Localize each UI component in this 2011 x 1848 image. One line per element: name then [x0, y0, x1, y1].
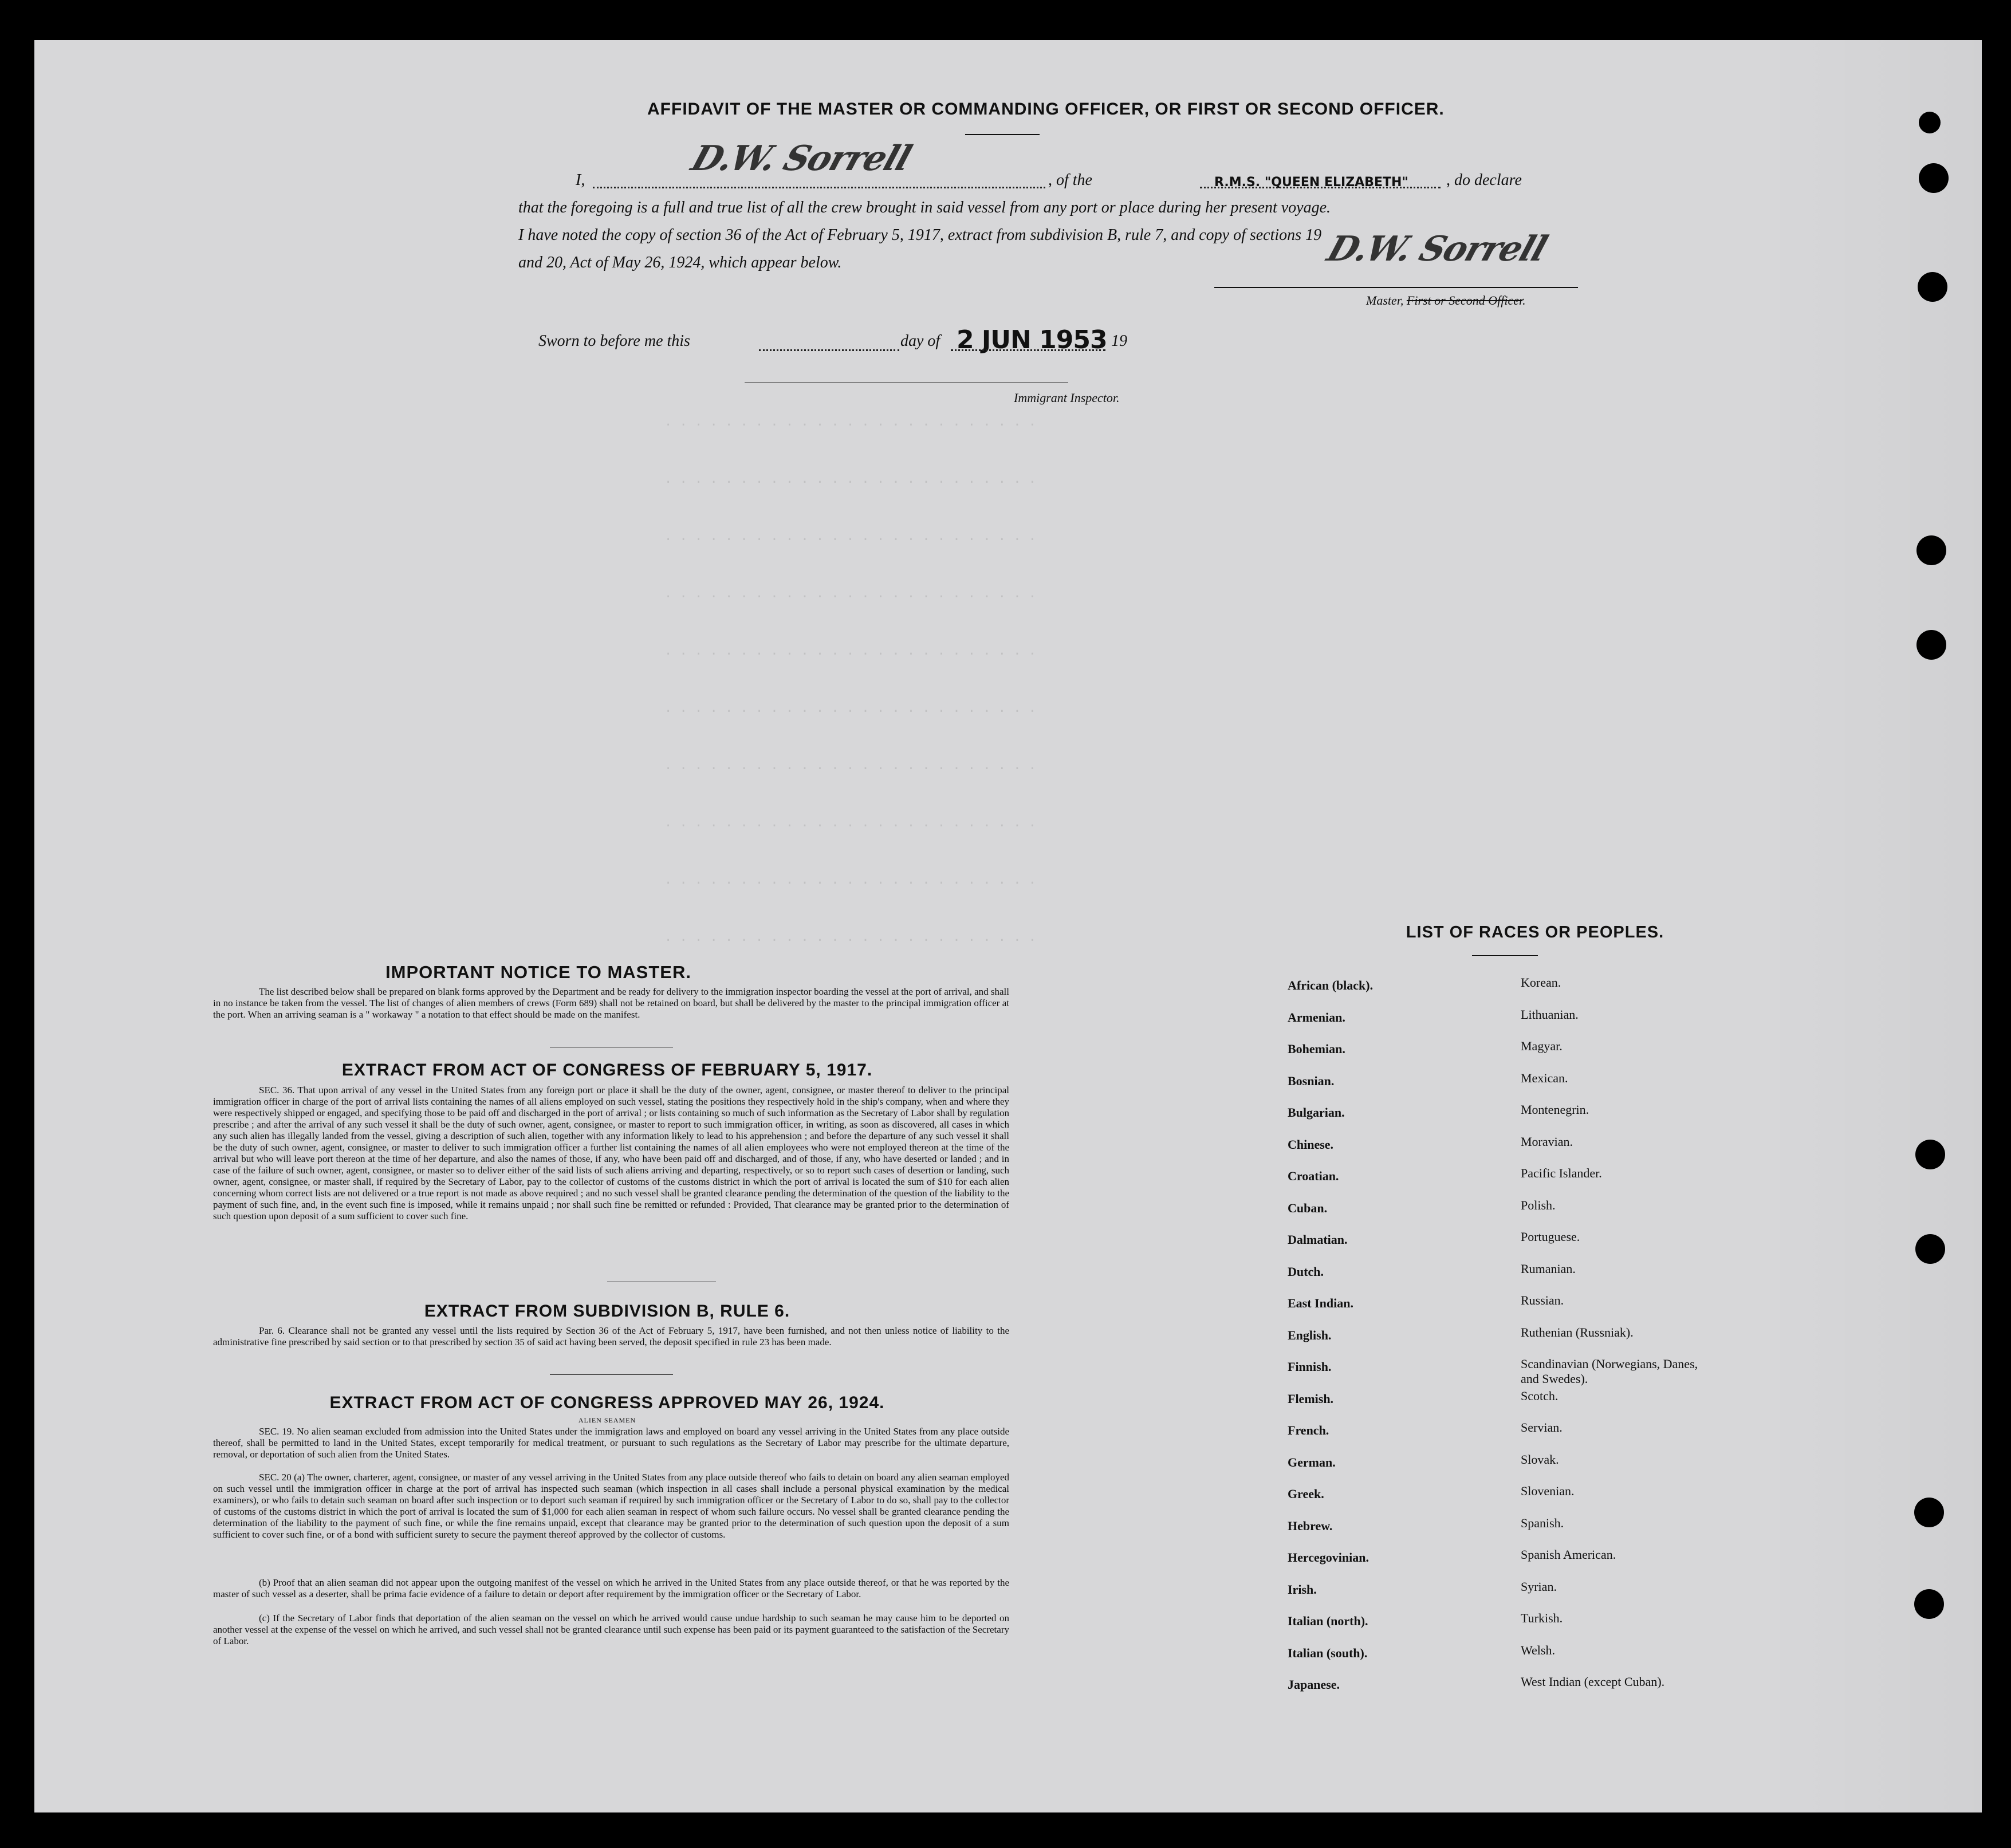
- alien-seamen-subtitle: ALIEN SEAMEN: [578, 1416, 636, 1424]
- rule6-body: Par. 6. Clearance shall not be granted any vessel until the lists required by Section 36 of the Act of February 5, 1917, have been furnished, and not then unless notice of liability to the administrative fine prescribed by said section or to that prescribed by section 35 of said act having been served, the deposit specified in rule 23 has been made.: [213, 1325, 1009, 1347]
- race-item: Magyar.: [1521, 1039, 1563, 1053]
- race-item: Scandinavian (Norwegians, Danes, and Swedes).: [1521, 1357, 1698, 1386]
- bleed-through-mark: · · · · · · · · · · · · · · · · · · · · · · · · ·: [664, 704, 1037, 719]
- race-item: Irish.: [1288, 1582, 1317, 1597]
- sworn-line: [538, 325, 1226, 360]
- race-item: Welsh.: [1521, 1642, 1555, 1657]
- race-item: Japanese.: [1288, 1677, 1340, 1692]
- sworn-day-blank: [759, 349, 899, 351]
- bleed-through-mark: · · · · · · · · · · · · · · · · · · · · · · · · ·: [664, 647, 1037, 661]
- bleed-through-mark: · · · · · · · · · · · · · · · · · · · · · · · · ·: [664, 418, 1037, 432]
- vessel-name-stamp: R.M.S. "QUEEN ELIZABETH": [1214, 175, 1408, 190]
- race-item: Finnish.: [1288, 1360, 1332, 1374]
- race-item: Korean.: [1521, 975, 1561, 990]
- label-of-the: , of the: [1048, 171, 1092, 189]
- notice-title: IMPORTANT NOTICE TO MASTER.: [385, 962, 691, 982]
- declaration-line-2: that the foregoing is a full and true list of all the crew brought in said vessel from any port or place during her present voyage.: [518, 199, 1331, 216]
- race-item: Ruthenian (Russniak).: [1521, 1325, 1634, 1339]
- label-i: I,: [576, 171, 585, 189]
- race-item: Polish.: [1521, 1197, 1556, 1212]
- affidavit-title: AFFIDAVIT OF THE MASTER OR COMMANDING OFFICER, OR FIRST OR SECOND OFFICER.: [647, 100, 1445, 119]
- rule6-divider: [550, 1374, 673, 1375]
- master-signature-line: [1214, 287, 1578, 288]
- race-item: Croatian.: [1288, 1169, 1339, 1183]
- punch-hole: [1915, 1234, 1945, 1264]
- race-item: Scotch.: [1521, 1388, 1559, 1403]
- bleed-through-strip: [1764, 40, 1982, 1812]
- race-item: Montenegrin.: [1521, 1102, 1589, 1117]
- sworn-label: Sworn to before me this: [538, 332, 690, 350]
- race-item: Moravian.: [1521, 1134, 1573, 1149]
- race-item: Syrian.: [1521, 1579, 1557, 1594]
- race-item: Spanish American.: [1521, 1547, 1616, 1562]
- document-page: [34, 40, 1982, 1812]
- punch-hole: [1915, 1140, 1945, 1169]
- bleed-through-mark: · · · · · · · · · · · · · · · · · · · · · · · · ·: [664, 819, 1037, 833]
- race-item: Hebrew.: [1288, 1518, 1333, 1533]
- race-item: Armenian.: [1288, 1010, 1345, 1025]
- bleed-through-mark: · · · · · · · · · · · · · · · · · · · · · · · · ·: [664, 876, 1037, 890]
- punch-hole: [1914, 1589, 1944, 1619]
- punch-hole: [1918, 272, 1947, 302]
- sec20c-body: (c) If the Secretary of Labor finds that deportation of the alien seaman on the vessel on which he arrived would cause undue hardship to such seaman he may cause him to be deported on another vessel at the expense of the vessel on which he arrived, and such vessel shall not be granted clearance until such expense has been paid or its payment guaranteed to the satisfaction of the Secretary of Labor.: [213, 1613, 1009, 1646]
- punch-hole: [1916, 630, 1946, 660]
- race-item: Spanish.: [1521, 1515, 1564, 1530]
- bleed-through-mark: · · · · · · · · · · · · · · · · · · · · · · · · ·: [664, 762, 1037, 776]
- extract-1917-body: SEC. 36. That upon arrival of any vessel in the United States from any foreign port or place it shall be the duty of the owner, agent, consignee, or master thereof to deliver to the principal immigration officer in charge of the port of arrival lists containing the names of all aliens employed on such vessel, stating the positions they respectively hold in the ship's company, when and where they were respectively shipped or engaged, and specifying those to be paid off and discharged in the port of arrival ; or lists containing so much of such information as the Secretary of Labor shall by regulation prescribe ; and after the arrival of any such vessel it shall be the duty of such owner, agent, consignee, or master to report to such immigration officer, in writing, as soon as discovered, all cases in which any such alien has illegally landed from the vessel, giving a description of such alien, together with any information likely to lead to his apprehension ; and before the departure of any such vessel it shall be the duty of such owner, agent, consignee, or master to deliver to such immigration officer a further list containing the names of all alien employees who were not employed thereon at the time of the arrival but who will leave port thereon at the time of her departure, and also the names of those, if any, who have been paid off and discharged, and of those, if any, who have deserted or landed ; and in case of the failure of such owner, agent, consignee, or master so to deliver either of the said lists of such aliens arriving and departing, respectively, or so to report such cases of desertion or landing, such owner, agent, consignee, or master shall, if required by the Secretary of Labor, pay to the collector of customs of the customs district in which the port of arrival is located the sum of $10 for each alien concerning whom correct lists are not delivered or a true report is not made as above required ; and no such vessel shall be granted clearance pending the determination of the question of the liability to the payment of such fine, and, in the event such fine is imposed, while it remains unpaid ; nor shall such fine be remitted or refunded : Provided, That clearance may be granted prior to the determination of such question upon deposit of a sum sufficient to cover such fine.: [213, 1085, 1009, 1222]
- races-right-column: [1521, 975, 1715, 1707]
- bleed-through-mark: · · · · · · · · · · · · · · · · · · · · · · · · ·: [664, 475, 1037, 490]
- sec20b-body: (b) Proof that an alien seaman did not appear upon the outgoing manifest of the vessel on which he arrived in the United States from any place outside thereof, or that he was reported by the master of such vessel as a deserter, shall be prima facie evidence of a failure to detain or deport after requirement by the immigration officer or the Secretary of Labor.: [213, 1577, 1009, 1599]
- punch-hole: [1919, 112, 1941, 133]
- race-item: West Indian (except Cuban).: [1521, 1674, 1665, 1689]
- race-item: English.: [1288, 1327, 1332, 1342]
- race-item: Bosnian.: [1288, 1073, 1335, 1088]
- race-item: Rumanian.: [1521, 1261, 1576, 1276]
- name-blank: [593, 187, 1045, 188]
- punch-hole: [1914, 1498, 1944, 1527]
- race-item: French.: [1288, 1423, 1329, 1437]
- race-item: Italian (south).: [1288, 1645, 1368, 1660]
- races-divider: [1472, 955, 1538, 956]
- master-label: Master, First or Second Officer.: [1366, 293, 1526, 308]
- race-item: Slovenian.: [1521, 1484, 1575, 1498]
- sec20a-body: SEC. 20 (a) The owner, charterer, agent, consignee, or master of any vessel arriving in the United States from any place outside thereof who fails to detain on board any alien seaman employed on such vessel until the immigration officer in charge at the port of arrival has inspected such seaman (which inspection in all cases shall include a personal physical examination by the medical examiners), or who fails to detain such seaman on board after such inspection or to deport such seaman if required by such immigration officer or the Secretary of Labor to do so, shall pay to the collector of customs of the customs district in which the port of arrival is located the sum of $1,000 for each alien seaman in respect of whom such failure occurs. No vessel shall be granted clearance pending the determination of the liability to the payment of such fine, or while the fine remains unpaid, except that clearance may be granted prior to the determination of such question upon the deposit of a sum sufficient to cover such fine, or of a bond with sufficient surety to secure the payment thereof approved by the collector of customs.: [213, 1472, 1009, 1540]
- bleed-through-mark: · · · · · · · · · · · · · · · · · · · · · · · · ·: [664, 933, 1037, 948]
- race-item: African (black).: [1288, 978, 1374, 992]
- struck-officer-text: First or Second Officer: [1406, 293, 1523, 308]
- race-item: Portuguese.: [1521, 1230, 1580, 1244]
- race-item: Lithuanian.: [1521, 1007, 1579, 1022]
- declaration-line-4: and 20, Act of May 26, 1924, which appear below.: [518, 254, 842, 271]
- extract-1924-title: EXTRACT FROM ACT OF CONGRESS APPROVED MAY 26, 1924.: [329, 1393, 885, 1412]
- races-left-column: [1288, 978, 1505, 1709]
- title-rule: [965, 134, 1040, 135]
- race-item: Cuban.: [1288, 1200, 1328, 1215]
- punch-hole: [1919, 163, 1949, 193]
- race-item: Hercegovinian.: [1288, 1550, 1369, 1565]
- rule6-title: EXTRACT FROM SUBDIVISION B, RULE 6.: [424, 1302, 790, 1321]
- race-item: Chinese.: [1288, 1137, 1334, 1152]
- race-item: Greek.: [1288, 1487, 1324, 1501]
- sworn-month-blank: [951, 349, 1105, 351]
- bleed-through-mark: · · · · · · · · · · · · · · · · · · · · · · · · ·: [664, 533, 1037, 547]
- race-item: Dalmatian.: [1288, 1232, 1348, 1247]
- punch-hole: [1916, 535, 1946, 565]
- race-item: Bohemian.: [1288, 1042, 1345, 1056]
- race-item: Flemish.: [1288, 1391, 1334, 1406]
- year-prefix: 19: [1111, 332, 1127, 350]
- extract-1917-title: EXTRACT FROM ACT OF CONGRESS OF FEBRUARY 5, 1917.: [341, 1061, 873, 1079]
- master-signature-2: D.W. Sorrell: [1322, 229, 1552, 269]
- race-item: Dutch.: [1288, 1264, 1324, 1279]
- vessel-blank: [1200, 187, 1441, 188]
- race-item: Mexican.: [1521, 1070, 1568, 1085]
- day-of-label: day of: [900, 332, 940, 350]
- date-stamp: 2 JUN 1953: [957, 325, 1107, 354]
- sec19-body: SEC. 19. No alien seaman excluded from admission into the United States under the immigration laws and employed on board any vessel arriving in the United States from any place outside thereof, shall be permitted to land in the United States, except temporarily for medical treatment, or pursuant to such regulations as the Secretary of Labor may prescribe for the ultimate departure, removal, or deportation of such alien from the United States.: [213, 1426, 1009, 1460]
- race-item: Slovak.: [1521, 1452, 1559, 1467]
- race-item: Pacific Islander.: [1521, 1166, 1602, 1180]
- notice-body: The list described below shall be prepared on blank forms approved by the Department and be ready for delivery to the immigration inspector boarding the vessel at the port of arrival, and shall in no instance be taken from the vessel. The list of changes of alien members of crews (Form 689) shall not be retained on board, but shall be delivered by the master to the principal immigration officer at the port. When an arriving seaman is a " workaway " a notation to that effect should be made on the manifest.: [213, 986, 1010, 1020]
- master-signature: D.W. Sorrell: [686, 139, 916, 179]
- race-item: Bulgarian.: [1288, 1105, 1345, 1120]
- race-item: Turkish.: [1521, 1611, 1563, 1625]
- races-title: LIST OF RACES OR PEOPLES.: [1406, 923, 1664, 941]
- inspector-label: Immigrant Inspector.: [1014, 391, 1120, 405]
- race-item: East Indian.: [1288, 1296, 1353, 1310]
- race-item: German.: [1288, 1455, 1336, 1469]
- bleed-through-mark: · · · · · · · · · · · · · · · · · · · · · · · · ·: [664, 590, 1037, 604]
- race-item: Italian (north).: [1288, 1614, 1368, 1628]
- declaration-line-3: I have noted the copy of section 36 of the Act of February 5, 1917, extract from subdivision B, rule 7, and copy of sections 19: [518, 226, 1322, 244]
- race-item: Servian.: [1521, 1420, 1563, 1435]
- label-do-declare: , do declare: [1446, 171, 1522, 189]
- race-item: Russian.: [1521, 1293, 1564, 1307]
